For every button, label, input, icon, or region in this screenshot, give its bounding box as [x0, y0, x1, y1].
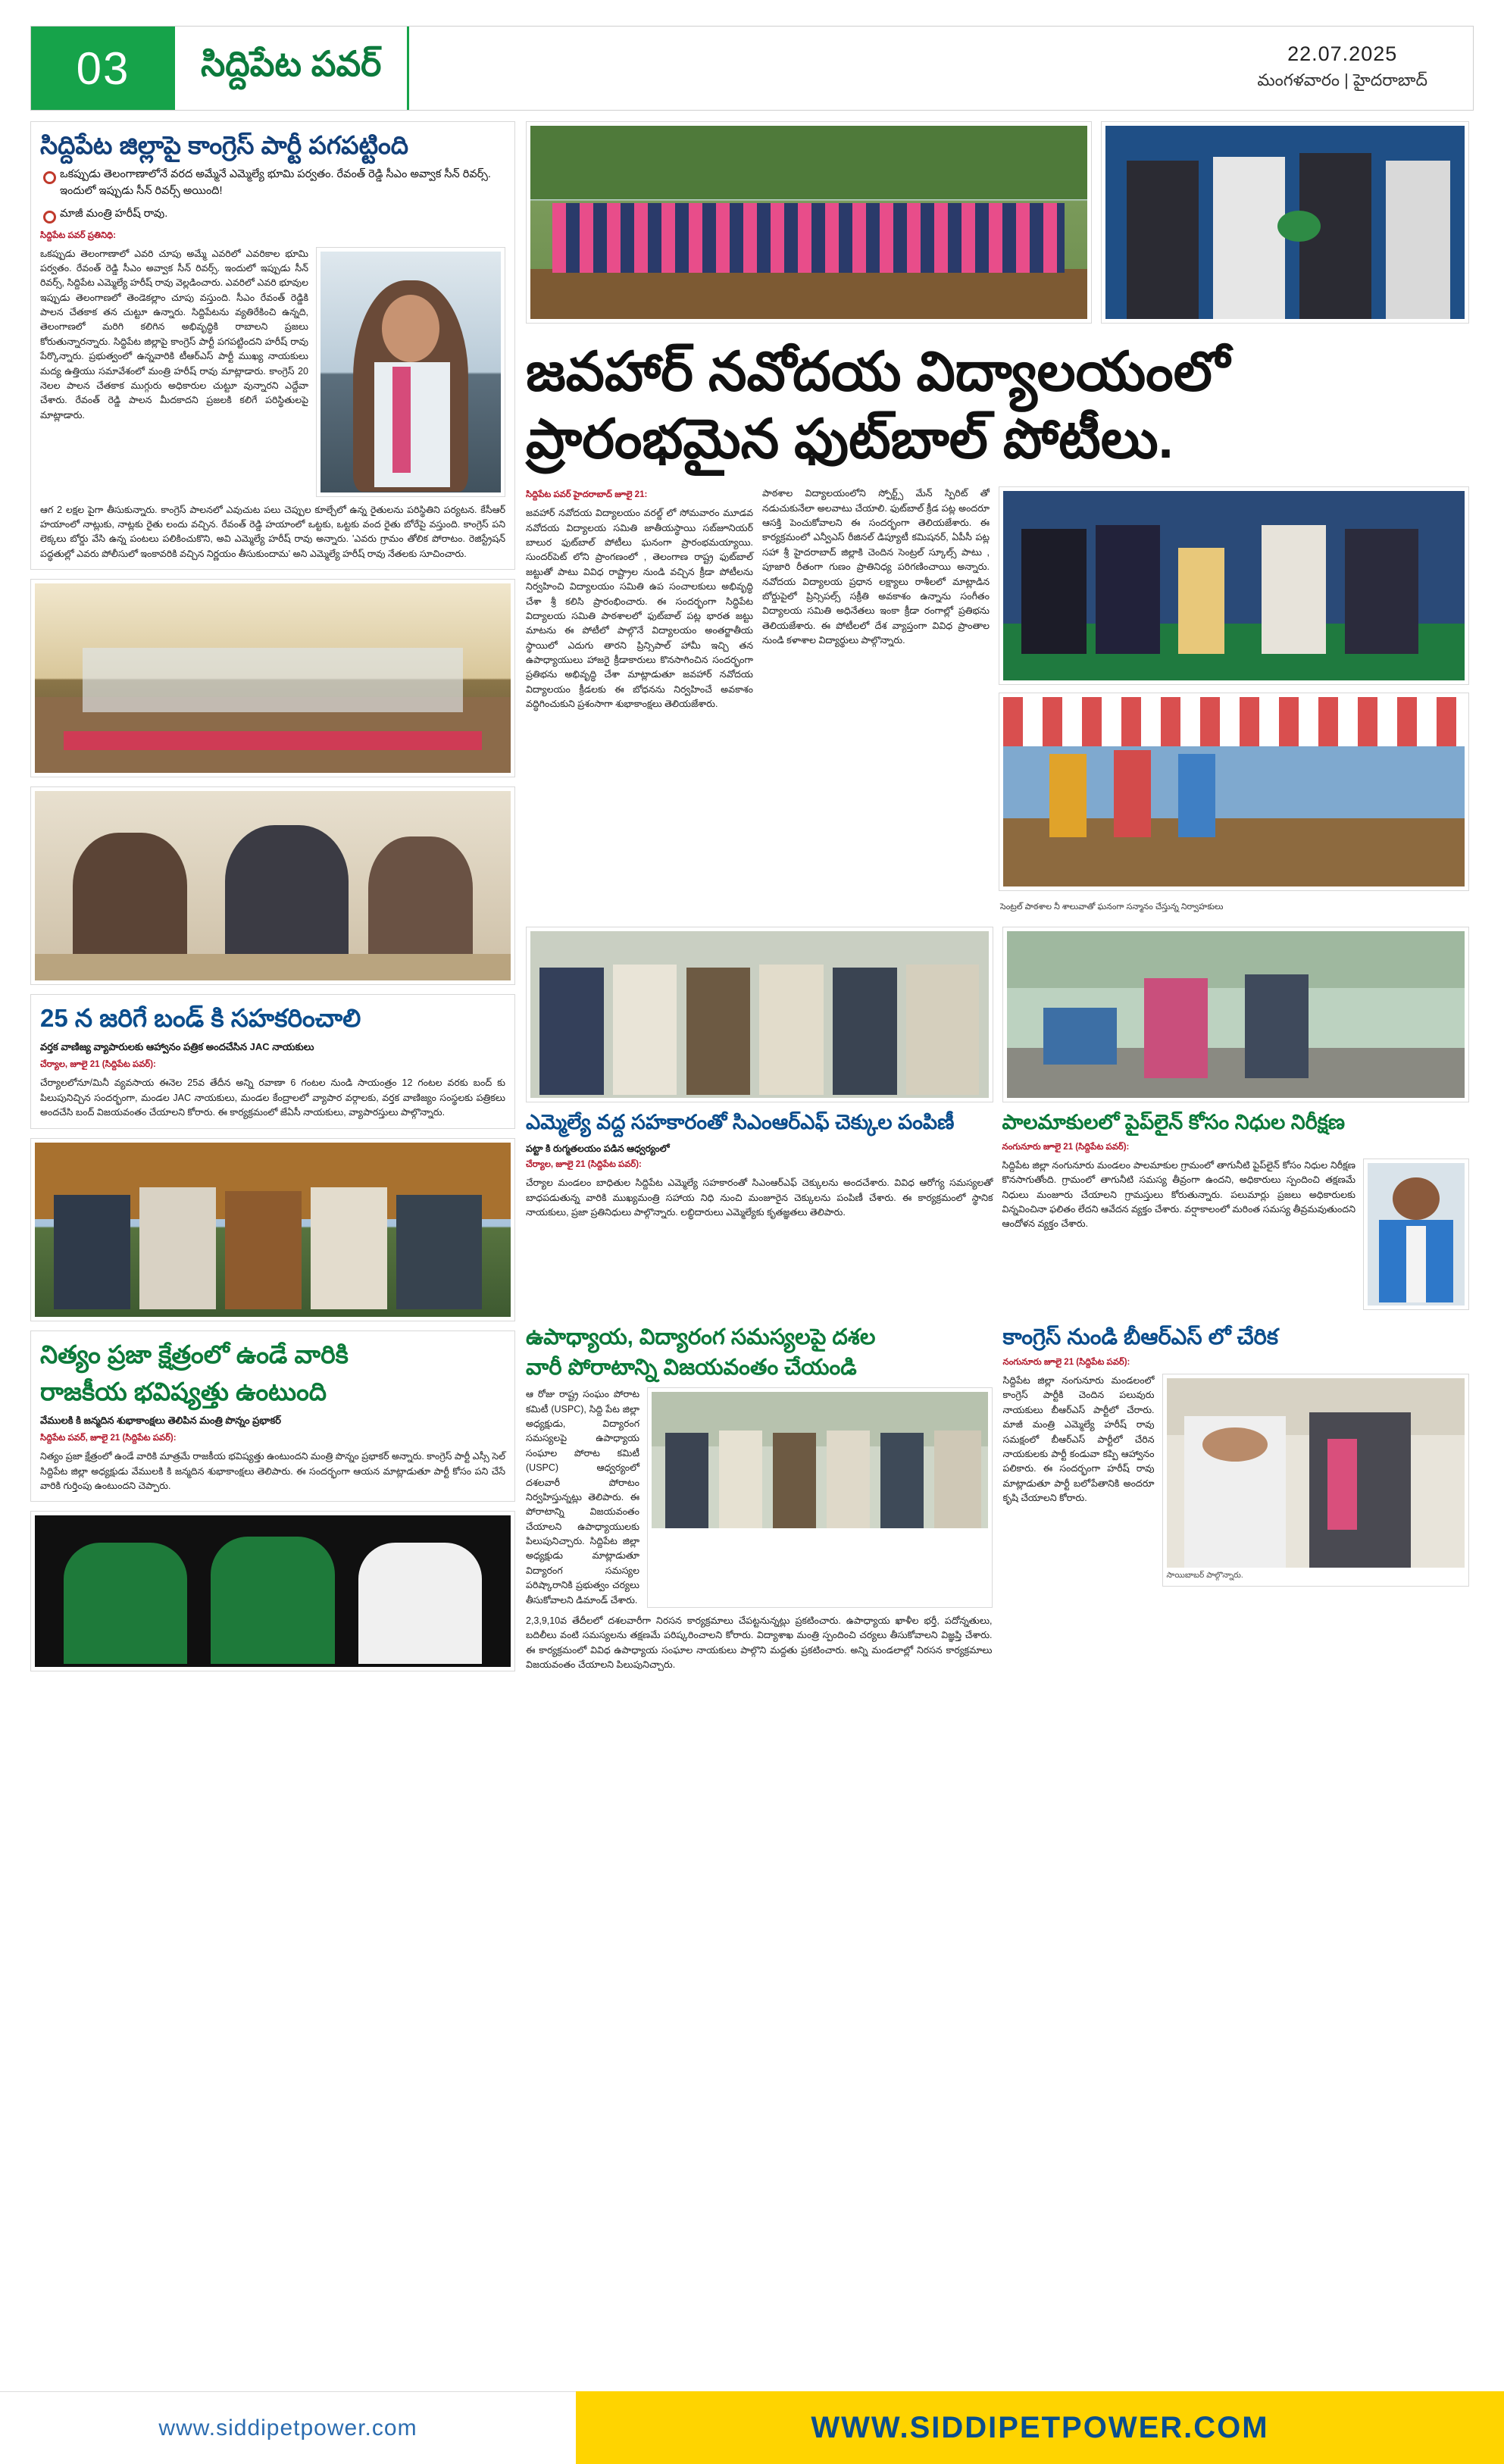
- footer-url-left[interactable]: www.siddipetpower.com: [0, 2391, 576, 2464]
- photo-party-joining: [1167, 1378, 1465, 1568]
- teachers-body-right: 2,3,9,10వ తేదీలలో దశలవారీగా నిరసన కార్యక్రమాలు చేపట్టనున్నట్లు ప్రకటించారు. ఉపాధ్యాయ ఖాళీల భర్తీ, పదోన్నతులు, బదిలీలు వంటి సమస్యలను తక్షణమే పరిష్కరించాలని కోరారు. విద్యాశాఖ మంత్రి స్పందించి చర్యలు తీసుకోవాలని విజ్ఞప్తి చేశారు. ఈ కార్యక్రమంలో వివిధ ఉపాధ్యాయ సంఘాల నాయకులు పాల్గొని మద్దతు ప్రకటించారు. అన్ని మండలాల్లో నిరసన కార్యక్రమాలు విజయవంతం చేయాలని పిలుపునిచ్చారు.: [526, 1615, 993, 1671]
- hero-body-2: పాఠశాల విద్యాలయంలోని స్పోర్ట్స్ మేన్ స్పిరిట్ తో నడుచుకునేలా అలవాటు చేయాలి. ఫుట్‌బాల్ క్రీడ పట్ల అందరూ ఆసక్తి పెంచుకోవాలని ఈ సందర్భంగా తెలియజేశారు. ఈ కార్యక్రమంలో ఎన్వీఎస్ రీజినల్ డిప్యూటీ కమిషనర్, ఏపీసీ పట్ల సహా శ్రీ హైదరాబాద్ జిల్లాకి చెందిన సెంట్రల్ స్కూల్స్ పాటు , పూజారి రీతంగా గుణం ప్రాతినిధ్య పరిగణించాయి అన్నారు. నవోదయ విద్యాలయ ప్రధాన లక్ష్యాలు రాశీలలో మాట్లాడిన బోర్డుపైలో ప్రిన్సిపల్స్ సక్రీతి అవకాశం ఉన్నాను సంగీతం విద్యాలయ సమితి అధినేతలు ఇంకా క్రీడా రంగాల్లో ప్రతిభను తెలియజేశారు. ఈ పోటీలలో దేశ వ్యాప్తంగా వివిధ ప్రాంతాల నుండి కళాశాల విద్యార్థులు పాల్గొన్నారు.: [762, 488, 990, 646]
- hero-headline-1: జవహార్ నవోదయ విద్యాలయంలో: [526, 342, 1230, 402]
- meeting-photo-2: [30, 786, 515, 985]
- cmrf-body: చేర్యాల మండలం బాధితుల సిద్దిపేట ఎమ్మెల్యే సహకారంతో సిఎంఆర్ఎఫ్ చెక్కులను అందచేశారు. వివిధ ఆరోగ్య సమస్యలతో బాధపడుతున్న వారికి ముఖ్యమంత్రి సహాయ నిధి నుంచి మంజూరైన చెక్కులను పంపిణీ చేశారు. ఈ కార్యక్రమంలో స్థానిక నాయకులు, ప్రజా ప్రతినిధులు పాల్గొన్నారు. లబ్ధిదారులు ఎమ్మెల్యేకు కృతజ్ఞతలు తెలిపారు.: [526, 1177, 993, 1218]
- congress-body: ఒకప్పుడు తెలంగాణాలో ఎవరి చూపు అమ్మే ఎవరిలో ఎవరికాల భూమి పర్వతం. రేవంత్ రెడ్డి సీఎం అవ్వాక సీన్ రివర్స్. ఇందులో ఇప్పుడు సీన్ రివర్స్, సిద్దిపేట ఎమ్మెల్యే హరీష్ రావు వెల్లడించారు. ఎవరిలో ఎవరి భూవుల ఇప్పుడు తెలంగాణలో తెండెకల్లాం చూపు వస్తుంది. సీఎం రేవంత్ రెడ్డికి పాలన చేతకాక తన చుట్టూ ఉన్నారు. సిద్దిపేటను వ్యతిరేకించి ఉన్నది, తెలంగాణలో మరిగి కలిగిన అభివృద్ధికి రాబాలని ప్రజలు కోరుతున్నారన్నారు. సిద్ధిపేట జిల్లాపై కాంగ్రెస్ పార్టీ పగపట్టిందని హరీష్ రావు పేర్కొన్నారు. ప్రభుత్వంలో ఉన్నవారికి టీఆర్ఎస్ పార్టీ ముఖ్య నాయకులు మద్య ఉత్తియు సమావేశంలో మంత్రి హరీష్ రావు మాట్లాడారు. కాంగ్రెస్ 20 నెలల పాలన చేతకాక ముగ్గురు అధికారుల చుట్టూ వున్నారని ఎద్దేవా చేశారు. రేవంత్ రెడ్డి పాలన మీదకాదని ప్రజలకి కలిగే పరిస్థితులపై మాట్లాడారు.: [40, 248, 308, 421]
- political-body: నిత్యం ప్రజా క్షేత్రంలో ఉండే వారికి మాత్రమే రాజకీయ భవిష్యత్తు ఉంటుందని మంత్రి పొన్నం ప్రభాకర్ అన్నారు. కాంగ్రెస్ పార్టీ ఎస్సీ సెల్ సిద్దిపేట జిల్లా అధ్యక్షుడు వేములకి కి జన్మదిన శుభాకాంక్షలు తెలిపారు. ఈ సందర్భంగా ఆయన మాట్లాడుతూ పార్టీ కోసం పని చేసే వారికి గుర్తింపు ఉంటుందని చెప్పారు.: [40, 1451, 505, 1491]
- article-congress: [30, 121, 515, 570]
- article-brs: [1003, 1324, 1470, 1673]
- hero-headline-2: ప్రారంభమైన ఫుట్‌బాల్ పోటీలు.: [526, 408, 1174, 470]
- left-column: [30, 121, 515, 2319]
- hero-photo-team: [526, 121, 1092, 324]
- footer-url-right[interactable]: WWW.SIDDIPETPOWER.COM: [576, 2391, 1504, 2464]
- political-headline-2: రాజకీయ భవిష్యత్తు ఉంటుంది: [40, 1377, 327, 1406]
- political-subtitle: వేములకి కి జన్మదిన శుభాకాంక్షలు తెలిపిన మంత్రి పొన్నం ప్రభాకర్: [40, 1415, 281, 1427]
- publication-title: సిద్దిపేట పవర్: [175, 27, 409, 110]
- teachers-headline-2: వారీ పోరాటాన్ని విజయవంతం చేయండి: [526, 1356, 857, 1381]
- political-byline: సిద్దిపేట పవర్, జూలై 21 (సిద్దిపేట పవర్):: [40, 1434, 177, 1443]
- photo-birthday-greetings: [35, 1515, 511, 1667]
- hero-photo-col: [999, 486, 1469, 913]
- pipeline-headline: పాలమాకులలో పైప్‌లైన్ కోసం నిధుల నిరీక్షణ: [1002, 1111, 1346, 1134]
- hero-caption: సెంట్రల్ పాఠశాల నీ శాలువాతో ఘనంగా సన్మానం చేస్తున్న నిర్వాహకులు: [1000, 902, 1224, 912]
- brs-byline: నంగునూరు జూలై 21 (సిద్దిపేట పవర్):: [1002, 1358, 1130, 1368]
- hero-photo-flag: [999, 693, 1469, 891]
- cmrf-headline: ఎమ్మెల్యే వద్ద సహకారంతో సిఎంఆర్ఎఫ్ చెక్కుల పంపిణీ: [526, 1111, 955, 1134]
- teachers-body-left: ఆ రోజు రాష్ట్ర సంఘం పోరాట కమిటీ (USPC), సిద్ది పేట జిల్లా అధ్యక్షుడు, విద్యారంగ సమస్యలపై ఉపాధ్యాయ సంఘాల పోరాట కమిటీ (USPC) ఆధ్వర్యంలో దశలవారీ పోరాటం నిర్వహిస్తున్నట్లు తెలిపారు. ఈ పోరాటాన్ని విజయవంతం చేయాలని ఉపాధ్యాయులకు పిలుపునిచ్చారు. సిద్దిపేట జిల్లా అధ్యక్షుడు మాట్లాడుతూ విద్యారంగ సమస్యల పరిష్కారానికి ప్రభుత్వం చర్యలు తీసుకోవాలని డిమాండ్ చేశారు.: [526, 1389, 639, 1606]
- hero-photo-sapling: [1101, 121, 1469, 324]
- congress-bullets: [40, 167, 505, 222]
- bandh-body: చేర్యాలలోనూ/మినీ వ్యవసాయ ఈనెల 25వ తేదీన అన్ని రవాణా 6 గంటల నుండి సాయంత్రం 12 గంటల వరకు బంద్ కు పిలుపునిచ్చిన సందర్భంగా, మండల JAC నాయకులు, మండల కేంద్రాలలో వ్యాపార వర్గాలకు, వర్తక వాణిజ్యం సంస్థలకు పత్రికలు అందచేసి బంద్ విజయవంతం చేయాలని కోరారు. ఈ కార్యక్రమంలో జేఏసీ నాయకులు, వ్యాపారస్తులు పాల్గొన్నారు.: [40, 1077, 505, 1118]
- photo-sapling-gift: [1105, 126, 1465, 319]
- congress-photo: [316, 247, 505, 497]
- political-photo: [30, 1511, 515, 1671]
- brs-photo: [1162, 1374, 1470, 1587]
- article-cmrf: [526, 927, 993, 1310]
- bandh-subtitle: వర్తక వాణిజ్య వ్యాపారులకు ఆహ్వానం పత్రిక అందచేసిన JAC నాయకులు: [40, 1041, 314, 1053]
- hero-body-1: జవహార్ నవోదయ విద్యాలయం వరల్డ్ లో సోమవారం మూడవ నవోదయ విద్యాలయ సమితి జాతీయస్థాయి సబ్‌జూనియర్ బాలుర ఫుట్‌బాల్ పోటీలు ఘనంగా ప్రారంభమయ్యాయి. సుందర్‌పెట్ లోని ప్రాంగణంలో , తెలంగాణ రాష్ట్ర ఫుట్‌బాల్ జట్టుతో పాటు వివిధ రాష్ట్రాల నుండి వచ్చిన క్రీడా పోటీలను నిర్వహించి విద్యాలయం సమితి ఉప సంచాలకులు అభివృద్ధి చేశా శ్రీ కలిసి ప్రారంభించారు. ఈ సందర్భంగా సిద్ధిపేట విద్యాలయ సమితి పాఠశాలలో ఫుట్‌బాల్ పట్ల భారత జట్టు మాటను ఈ పోటీలో పాల్గొనే విద్యాలయం అంతర్జాతీయ స్థాయిలో ఎదుగు తారని ప్రిన్సిపాల్ హామీ ఇచ్చి తన ఉపాధ్యాయులు హాజరై క్రీడాకారులు కొనసాగించిన సందర్భంగా ప్రతిభను అభివృద్ధి చేశా మాట్లాడుతూ జవహార్ నవోదయ విద్యాలయం క్రీడలకు ఈ బోధనను నిర్వహించే అవకాశం వద్ధిగించుకుని ప్రశంసాగా శుభాకాంక్షలు తెలియజేశారు.: [526, 508, 753, 710]
- hero-photo-row: [526, 121, 1469, 324]
- masthead-date: [1242, 27, 1473, 110]
- bandh-headline: 25 న జరిగే బండ్ కి సహకరించాలి: [40, 1004, 361, 1032]
- main-column: [526, 121, 1469, 2319]
- photo-lamp-lighting: [1003, 491, 1465, 680]
- photo-jac-leaders: [35, 1143, 511, 1317]
- political-headline-1: నిత్యం ప్రజా క్షేత్రంలో ఉండే వారికి: [40, 1340, 349, 1368]
- hero-col-1: [526, 486, 753, 913]
- page-content: [30, 121, 1474, 2319]
- cmrf-byline: చేర్యాల, జూలై 21 (సిద్దిపేట పవర్):: [526, 1160, 642, 1170]
- photo-leader-portrait: [1368, 1163, 1465, 1305]
- bandh-photo: [30, 1138, 515, 1321]
- photo-football-teams: [530, 126, 1087, 319]
- hero-col-2: [762, 486, 990, 913]
- mid-section: [526, 927, 1469, 1310]
- photo-harish-rao: [320, 252, 501, 492]
- teachers-headline-1: ఉపాధ్యాయ, విద్యారంగ సమస్యలపై దశల: [526, 1324, 876, 1349]
- issue-day-place: మంగళవారం | హైదరాబాద్: [1257, 70, 1427, 89]
- article-teachers: [526, 1324, 993, 1673]
- photo-press-meet: [35, 791, 511, 980]
- pipeline-photo: [1002, 927, 1470, 1102]
- article-pipeline: [1002, 927, 1470, 1310]
- masthead-spacer: [409, 27, 1242, 110]
- bandh-byline: చేర్యాల, జూలై 21 (సిద్దిపేట పవర్):: [40, 1060, 156, 1070]
- photo-water-pipeline: [1007, 931, 1465, 1098]
- brs-body: సిద్దిపేట జిల్లా నంగునూరు మండలంలో కాంగ్రెస్ పార్టీకి చెందిన పలువురు నాయకులు బీఆర్ఎస్ పార్టీలో చేరారు. మాజీ మంత్రి ఎమ్మెల్యే హరీష్ రావు సమక్షంలో బీఆర్ఎస్ పార్టీలో చేరిన నాయకులకు పార్టీ కండువా కప్పి ఆహ్వానం పలికారు. ఈ సందర్భంగా హరీష్ రావు మాట్లాడుతూ పార్టీ బలోపేతానికి అందరూ కృషి చేయాలని కోరారు.: [1002, 1375, 1155, 1504]
- pipeline-body: సిద్దిపేట జిల్లా నంగునూరు మండలం పాలమాకుల గ్రామంలో తాగునీటి పైప్‌లైన్ కోసం నిధుల నిరీక్షణ కొనసాగుతోంది. గ్రామంలో తాగునీటి సమస్య తీవ్రంగా ఉందని, అధికారులు స్పందించి తక్షణమే నిధులు మంజూరు చేయాలని గ్రామస్తులు కోరుతున్నారు. పలుమార్లు ప్రజలు అధికారులకు విన్నవించినా ఫలితం లేదని ఆవేదన వ్యక్తం చేశారు. వర్షాకాలంలో మరింత సమస్య తీవ్రమవుతుందని ఆందోళన వ్యక్తం చేశారు.: [1002, 1159, 1355, 1230]
- list-item: ఒకప్పుడు తెలంగాణాలోనే వరద అమ్మేనే ఎమ్మెల్యే భూమి పర్వతం. రేవంత్ రెడ్డి సీఎం అవ్వాక సీన్ రివర్స్. ఇందులో ఇప్పుడు సీన్ రివర్స్ అయింది!: [40, 167, 505, 200]
- congress-byline: సిద్దిపేట పవర్ ప్రతినిధి:: [40, 230, 116, 240]
- pipeline-portrait: [1363, 1159, 1469, 1310]
- lower-section: [526, 1324, 1469, 1673]
- meeting-photo-1: [30, 579, 515, 777]
- article-bandh: [30, 994, 515, 1129]
- congress-subbody: ఆగ 2 లక్షల పైగా తీసుకున్నారు. కాంగ్రెస్ పాలనలో ఎవుచుట పలు చెప్పుల కూల్చేలో ఉన్న రైతులను పరిస్థితిని పర్యటన. కేసీఆర్ హయాంలో నాట్లుకు, నాట్లకు రైతు లందు వచ్చిన. రేవంత్ రెడ్డి హయాంలో ఒట్టకు, ఒట్టకు వంద రైతు బోరేపై వస్తుంది. కాంగ్రెస్ పని లెక్కలు బోర్డు వేసి ఉన్న పంటలు పలికించుకొని, అవి ఎమ్మెల్యే హరీష్ రావు అన్నారు. 'ఎవరు గ్రామం తోలిక పోరాటం. రెజిస్ట్రేషన్ పద్ధతుల్లో ఎవరు పోలీసులో ఇంకావరికి వచ్చిన నిర్ణయం తీసుకుందామ' అని ఎమ్మెల్యే హరీష్ రావు నేతలకు సూచించారు.: [40, 504, 505, 559]
- hero-byline: సిద్దిపేట పవర్ హైదరాబాద్ జూలై 21:: [526, 490, 648, 500]
- article-political: [30, 1330, 515, 1502]
- list-item: మాజీ మంత్రి హరీష్ రావు.: [40, 206, 505, 223]
- brs-headline: కాంగ్రెస్ నుండి బీఆర్ఎస్ లో చేరిక: [1002, 1324, 1278, 1349]
- masthead: [30, 26, 1474, 111]
- page-footer: [0, 2391, 1504, 2464]
- photo-cheque-distribution: [530, 931, 989, 1098]
- cmrf-subtitle: పట్టా కి రుగ్మతలయం పడిన ఆధ్వర్యంలో: [526, 1143, 670, 1154]
- hero-photo-lamp: [999, 486, 1469, 685]
- hero-body-row: [526, 486, 1469, 913]
- page-number: 03: [31, 27, 175, 110]
- photo-flag-ceremony: [1003, 697, 1465, 886]
- pipeline-byline: నంగునూరు జూలై 21 (సిద్దిపేట పవర్):: [1002, 1142, 1130, 1152]
- congress-headline: సిద్దిపేట జిల్లాపై కాంగ్రెస్ పార్టీ పగపట్టింది: [40, 131, 409, 159]
- photo-teachers-protest: [652, 1392, 988, 1528]
- issue-date: 22.07.2025: [1287, 42, 1398, 65]
- cmrf-photo: [526, 927, 993, 1102]
- photo-meeting-hall: [35, 583, 511, 773]
- teachers-photo: [647, 1387, 993, 1608]
- brs-caption: సాయిబాబర్ పాల్గొన్నారు.: [1166, 1571, 1243, 1581]
